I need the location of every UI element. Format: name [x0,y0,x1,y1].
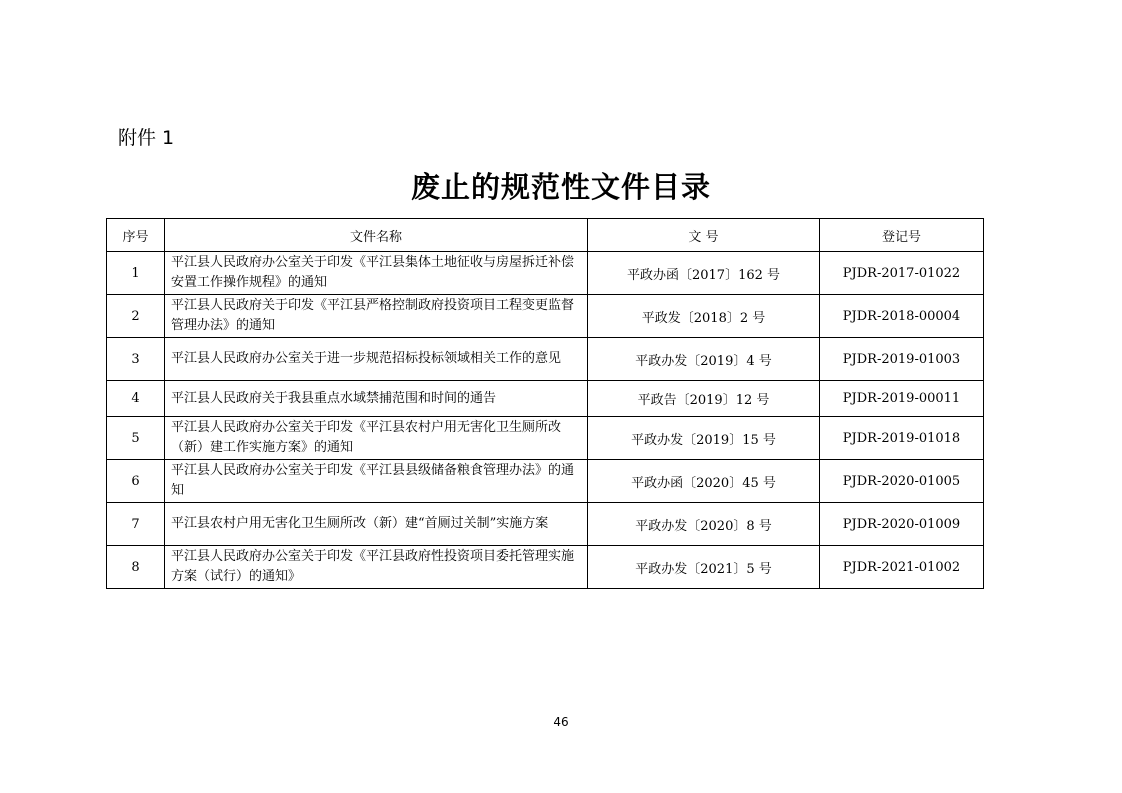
abolished-documents-table [106,218,984,589]
cell-reg-no: PJDR-2019-01003 [820,338,984,381]
cell-name: 平江县农村户用无害化卫生厕所改（新）建“首厕过关制”实施方案 [165,503,588,546]
table-row [107,295,984,338]
cell-no: 3 [107,338,165,381]
document-title: 废止的规范性文件目录 [410,170,711,204]
table-row [107,417,984,460]
cell-reg-no: PJDR-2017-01022 [820,252,984,295]
cell-no: 4 [107,381,165,417]
cell-reg-no: PJDR-2020-01009 [820,503,984,546]
table-row [107,546,984,589]
cell-no: 1 [107,252,165,295]
cell-name: 平江县人民政府关于我县重点水域禁捕范围和时间的通告 [165,381,588,417]
table-row [107,503,984,546]
cell-no: 8 [107,546,165,589]
table-row [107,460,984,503]
table-row [107,252,984,295]
cell-doc-no: 平政办发〔2021〕5 号 [588,546,820,589]
cell-name: 平江县人民政府办公室关于印发《平江县县级储备粮食管理办法》的通知 [165,460,588,503]
cell-no: 2 [107,295,165,338]
cell-doc-no: 平政办函〔2020〕45 号 [588,460,820,503]
page-number: 46 [553,715,569,729]
cell-doc-no: 平政告〔2019〕12 号 [588,381,820,417]
attachment-label: 附件 1 [118,127,175,149]
cell-name: 平江县人民政府办公室关于进一步规范招标投标领域相关工作的意见 [165,338,588,381]
cell-name: 平江县人民政府办公室关于印发《平江县集体土地征收与房屋拆迁补偿安置工作操作规程》的通知 [165,252,588,295]
cell-reg-no: PJDR-2019-01018 [820,417,984,460]
header-reg-no: 登记号 [820,219,984,252]
cell-name: 平江县人民政府办公室关于印发《平江县农村户用无害化卫生厕所改（新）建工作实施方案》的通知 [165,417,588,460]
cell-name: 平江县人民政府办公室关于印发《平江县政府性投资项目委托管理实施方案（试行）的通知》 [165,546,588,589]
cell-no: 7 [107,503,165,546]
header-doc-no: 文 号 [588,219,820,252]
cell-no: 5 [107,417,165,460]
cell-doc-no: 平政办发〔2019〕15 号 [588,417,820,460]
cell-doc-no: 平政办发〔2020〕8 号 [588,503,820,546]
table-row [107,338,984,381]
cell-doc-no: 平政发〔2018〕2 号 [588,295,820,338]
cell-reg-no: PJDR-2018-00004 [820,295,984,338]
header-no: 序号 [107,219,165,252]
cell-reg-no: PJDR-2019-00011 [820,381,984,417]
cell-doc-no: 平政办函〔2017〕162 号 [588,252,820,295]
cell-name: 平江县人民政府关于印发《平江县严格控制政府投资项目工程变更监督管理办法》的通知 [165,295,588,338]
cell-reg-no: PJDR-2021-01002 [820,546,984,589]
cell-no: 6 [107,460,165,503]
table-row [107,381,984,417]
cell-doc-no: 平政办发〔2019〕4 号 [588,338,820,381]
header-name: 文件名称 [165,219,588,252]
table-header-row [107,219,984,252]
cell-reg-no: PJDR-2020-01005 [820,460,984,503]
